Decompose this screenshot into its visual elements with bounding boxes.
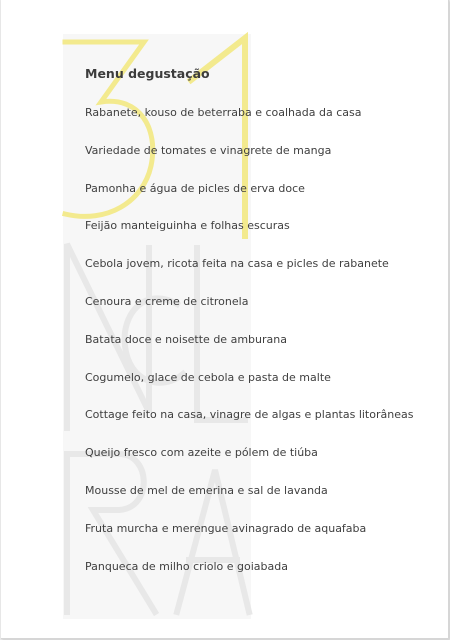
menu-item: Feijão manteiguinha e folhas escuras bbox=[85, 219, 290, 233]
menu-item: Cogumelo, glace de cebola e pasta de malte bbox=[85, 370, 331, 384]
menu-item: Batata doce e noisette de amburana bbox=[85, 332, 287, 346]
menu-title: Menu degustação bbox=[85, 66, 210, 81]
menu-item: Variedade de tomates e vinagrete de manga bbox=[85, 143, 332, 157]
menu-item: Cenoura e creme de citronela bbox=[85, 294, 249, 308]
menu-page bbox=[1, 0, 449, 639]
menu-item: Panqueca de milho criolo e goiabada bbox=[85, 559, 288, 573]
menu-item: Rabanete, kouso de beterraba e coalhada da casa bbox=[85, 106, 362, 119]
menu-content bbox=[85, 66, 414, 573]
menu-list bbox=[85, 106, 413, 597]
menu-item: Queijo fresco com azeite e pólem de tiúba bbox=[85, 446, 318, 460]
menu-item: Mousse de mel de emerina e sal de lavanda bbox=[85, 483, 328, 497]
menu-item: Pamonha e água de picles de erva doce bbox=[85, 181, 305, 195]
menu-item: Fruta murcha e merengue avinagrado de aquafaba bbox=[85, 521, 367, 535]
menu-item: Cottage feito na casa, vinagre de algas e plantas litorâneas bbox=[85, 408, 414, 422]
menu-item: Cebola jovem, ricota feita na casa e picles de rabanete bbox=[85, 257, 389, 271]
